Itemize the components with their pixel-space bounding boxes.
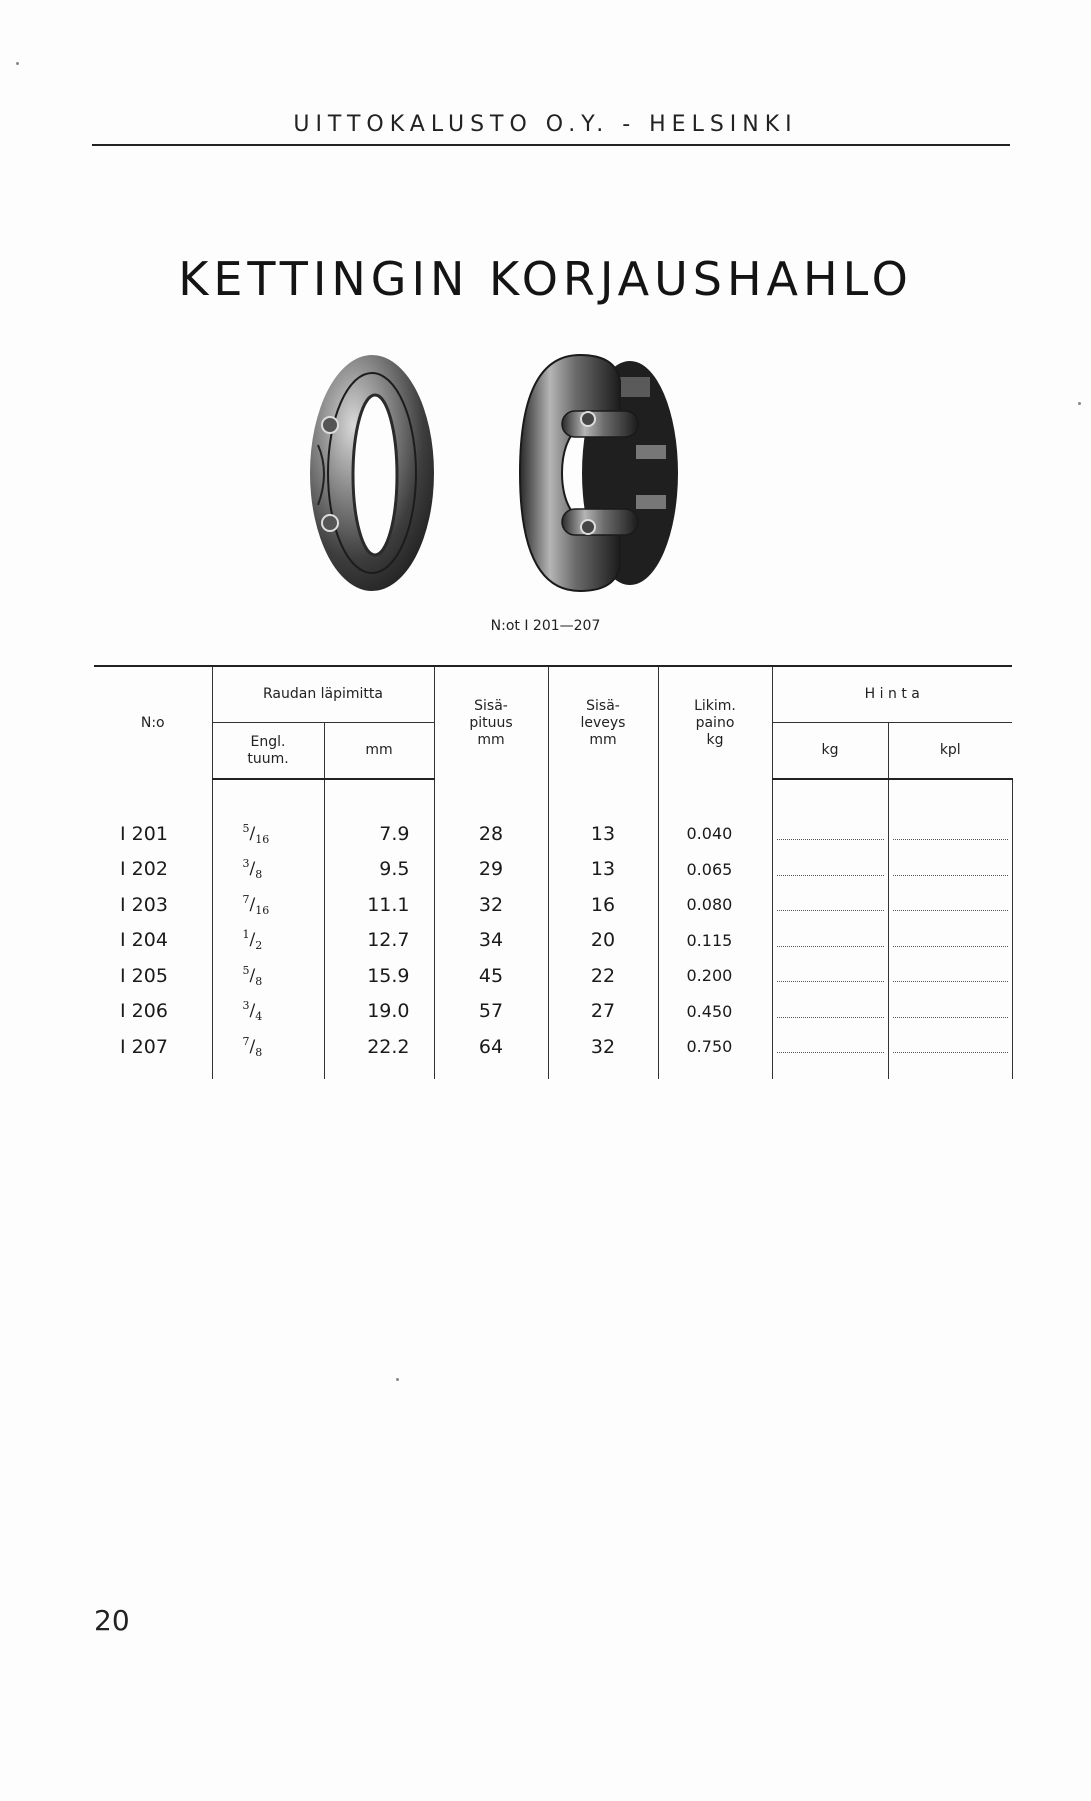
cell-inner-length: 34	[434, 923, 548, 959]
chain-link-illustration	[300, 345, 800, 605]
cell-weight: 0.040	[658, 816, 772, 852]
table-row	[94, 816, 1012, 852]
cell-mm: 22.2	[324, 1029, 434, 1065]
cell-inner-width: 27	[548, 994, 658, 1030]
dotted-fill	[893, 839, 1008, 840]
cell-weight: 0.200	[658, 958, 772, 994]
figure-caption: N:ot I 201—207	[490, 618, 601, 634]
cell-mm: 19.0	[324, 994, 434, 1030]
table-body	[94, 779, 1012, 1079]
header-price-kg: kg	[772, 723, 888, 780]
cell-engl: $^5/_{16}$	[212, 816, 324, 852]
cell-weight: 0.065	[658, 852, 772, 888]
cell-price-pcs	[888, 994, 1012, 1030]
cell-no: I 207	[120, 1035, 168, 1058]
header-mm: mm	[324, 723, 434, 780]
cell-no: I 205	[120, 964, 168, 987]
cell-inner-length: 29	[434, 852, 548, 888]
cell-price-pcs	[888, 852, 1012, 888]
dotted-fill	[777, 1052, 884, 1053]
dotted-fill	[777, 839, 884, 840]
dotted-fill	[777, 981, 884, 982]
dotted-fill	[893, 910, 1008, 911]
dotted-fill	[893, 1052, 1008, 1053]
cell-engl: $^3/_4$	[212, 994, 324, 1030]
page-header: UITTOKALUSTO O.Y. - HELSINKI	[293, 112, 798, 137]
table-row	[94, 994, 1012, 1030]
cell-mm: 12.7	[324, 923, 434, 959]
dotted-fill	[893, 1017, 1008, 1018]
cell-inner-length: 57	[434, 994, 548, 1030]
cell-inner-width: 13	[548, 816, 658, 852]
cell-engl: $^5/_8$	[212, 958, 324, 994]
cell-inner-width: 20	[548, 923, 658, 959]
spec-table	[94, 665, 1013, 1079]
dotted-fill	[777, 875, 884, 876]
dotted-fill	[893, 946, 1008, 947]
fraction-denominator: 16	[255, 903, 270, 917]
cell-inner-length: 32	[434, 887, 548, 923]
cell-weight: 0.450	[658, 994, 772, 1030]
table-row	[94, 1029, 1012, 1065]
table-row	[94, 852, 1012, 888]
cell-mm: 15.9	[324, 958, 434, 994]
fraction-denominator: 2	[255, 939, 263, 953]
cell-no: I 203	[120, 893, 168, 916]
cell-price-kg	[772, 994, 888, 1030]
cell-engl: $^7/_8$	[212, 1029, 324, 1065]
cell-no: I 201	[120, 822, 168, 845]
cell-inner-width: 16	[548, 887, 658, 923]
page-title: KETTINGIN KORJAUSHAHLO	[178, 252, 913, 306]
header-no: N:o	[94, 666, 212, 779]
cell-no: I 204	[120, 929, 168, 952]
fraction-numerator: 3	[242, 999, 250, 1013]
table-row	[94, 923, 1012, 959]
cell-weight: 0.750	[658, 1029, 772, 1065]
header-weight: Likim. paino kg	[658, 666, 772, 779]
fraction-denominator: 8	[255, 868, 263, 882]
dotted-fill	[777, 910, 884, 911]
cell-engl: $^3/_8$	[212, 852, 324, 888]
fraction-numerator: 5	[242, 963, 250, 977]
cell-mm: 11.1	[324, 887, 434, 923]
header-rule	[92, 144, 1010, 146]
cell-price-pcs	[888, 923, 1012, 959]
cell-mm: 9.5	[324, 852, 434, 888]
cell-inner-length: 45	[434, 958, 548, 994]
table-row	[94, 958, 1012, 994]
cell-price-pcs	[888, 958, 1012, 994]
page-number: 20	[94, 1604, 130, 1637]
cell-price-pcs	[888, 816, 1012, 852]
cell-price-pcs	[888, 1029, 1012, 1065]
fraction-denominator: 4	[255, 1010, 263, 1024]
open-link-icon	[520, 355, 678, 591]
cell-price-kg	[772, 816, 888, 852]
header-engl: Engl. tuum.	[212, 723, 324, 780]
cell-no: I 202	[120, 858, 168, 881]
cell-engl: $^7/_{16}$	[212, 887, 324, 923]
cell-price-kg	[772, 958, 888, 994]
closed-link-icon	[310, 355, 434, 591]
fraction-numerator: 1	[242, 928, 250, 942]
dotted-fill	[777, 946, 884, 947]
header-price: H i n t a	[772, 666, 1012, 723]
dotted-fill	[893, 875, 1008, 876]
header-inner-length: Sisä- pituus mm	[434, 666, 548, 779]
cell-engl: $^1/_2$	[212, 923, 324, 959]
fraction-denominator: 8	[255, 1045, 263, 1059]
cell-inner-length: 28	[434, 816, 548, 852]
cell-weight: 0.115	[658, 923, 772, 959]
fraction-numerator: 7	[242, 892, 250, 906]
cell-price-kg	[772, 852, 888, 888]
dotted-fill	[893, 981, 1008, 982]
fraction-denominator: 16	[255, 832, 270, 846]
cell-price-pcs	[888, 887, 1012, 923]
cell-inner-width: 22	[548, 958, 658, 994]
paper-speck	[1078, 402, 1081, 405]
paper-speck	[16, 62, 19, 65]
fraction-denominator: 8	[255, 974, 263, 988]
header-diameter: Raudan läpimitta	[212, 666, 434, 723]
header-price-pcs: kpl	[888, 723, 1012, 780]
cell-inner-width: 13	[548, 852, 658, 888]
dotted-fill	[777, 1017, 884, 1018]
cell-price-kg	[772, 887, 888, 923]
cell-weight: 0.080	[658, 887, 772, 923]
cell-inner-length: 64	[434, 1029, 548, 1065]
cell-mm: 7.9	[324, 816, 434, 852]
cell-no: I 206	[120, 1000, 168, 1023]
table-row	[94, 887, 1012, 923]
fraction-numerator: 7	[242, 1034, 250, 1048]
fraction-numerator: 3	[242, 857, 250, 871]
cell-inner-width: 32	[548, 1029, 658, 1065]
cell-price-kg	[772, 1029, 888, 1065]
header-inner-width: Sisä- leveys mm	[548, 666, 658, 779]
fraction-numerator: 5	[242, 821, 250, 835]
paper-speck	[396, 1378, 399, 1381]
cell-price-kg	[772, 923, 888, 959]
